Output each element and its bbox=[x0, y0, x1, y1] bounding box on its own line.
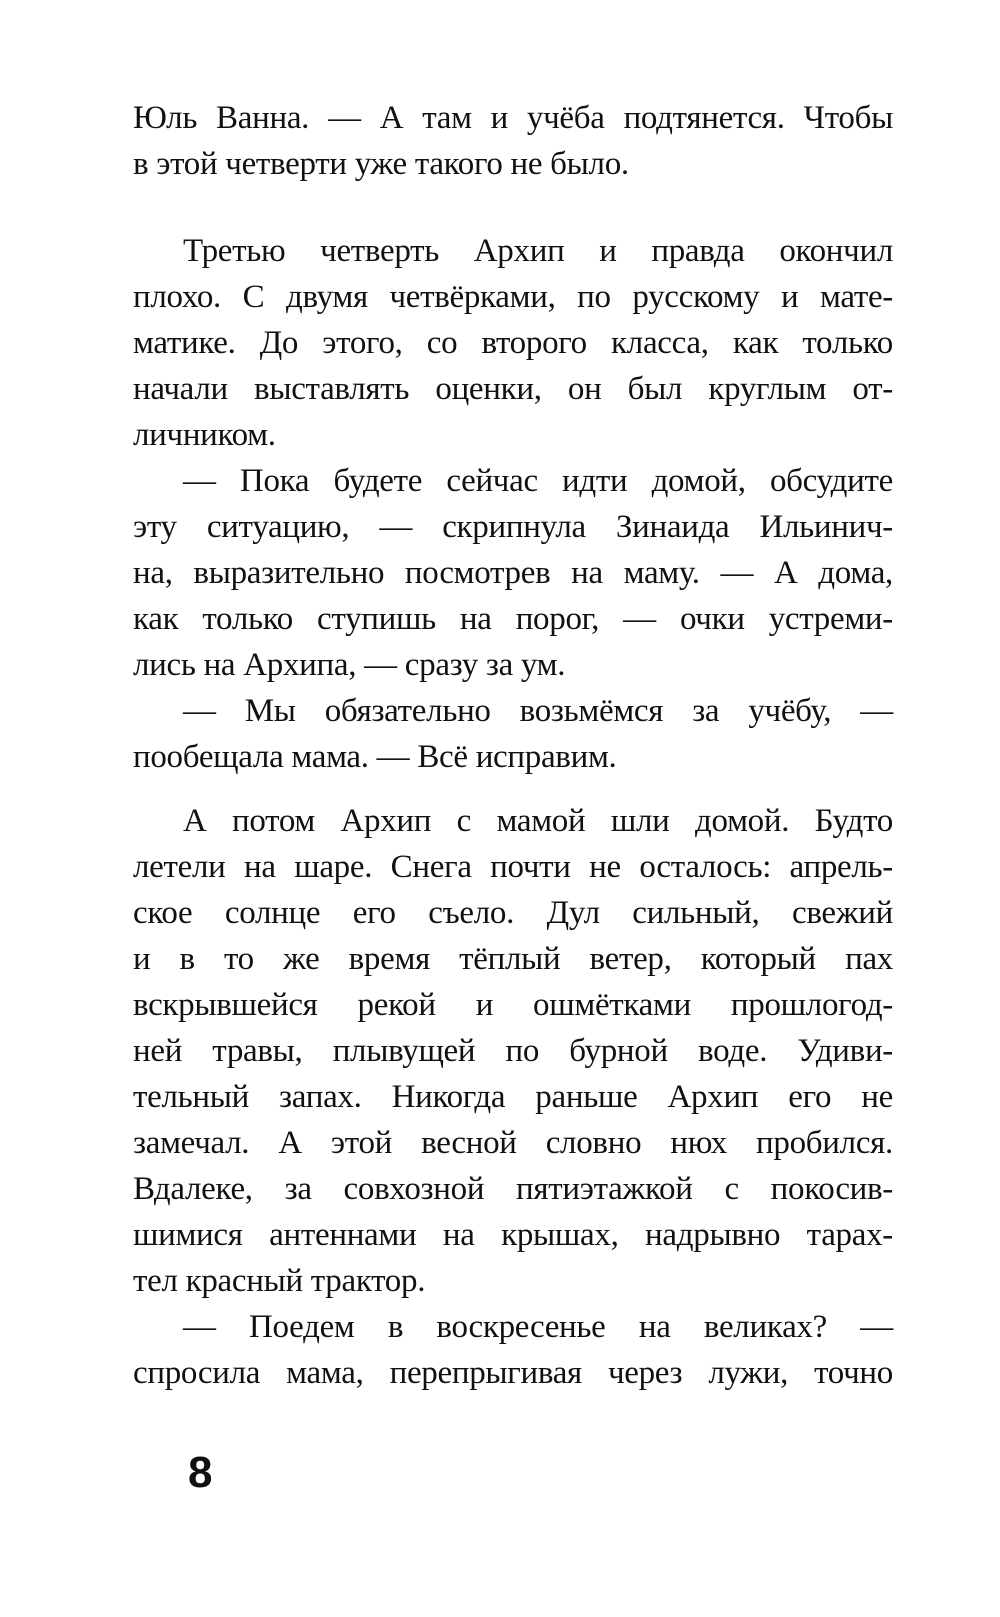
text-line: замечал. А этой весной словно нюх пробился. bbox=[133, 1125, 893, 1161]
text-line: матике. До этого, со второго класса, как только bbox=[133, 325, 893, 361]
text-line: плохо. С двумя четвёрками, по русскому и мате- bbox=[133, 279, 893, 315]
text-line: тел красный трактор. bbox=[133, 1263, 426, 1299]
text-line: — Пока будете сейчас идти домой, обсудите bbox=[183, 463, 893, 499]
text-line: Третью четверть Архип и правда окончил bbox=[183, 233, 893, 269]
text-line: А потом Архип с мамой шли домой. Будто bbox=[183, 803, 893, 839]
text-block-3 bbox=[133, 798, 893, 1396]
text-line: начали выставлять оценки, он был круглым от- bbox=[133, 371, 893, 407]
text-line: как только ступишь на порог, — очки устреми- bbox=[133, 601, 893, 637]
text-line: Вдалеке, за совхозной пятиэтажкой с покосив- bbox=[133, 1171, 893, 1207]
text-block-2 bbox=[133, 228, 893, 780]
text-line: — Поедем в воскресенье на великах? — bbox=[183, 1309, 893, 1345]
text-line: ней травы, плывущей по бурной воде. Удиви- bbox=[133, 1033, 893, 1069]
text-line: шимися антеннами на крышах, надрывно тарах- bbox=[133, 1217, 893, 1253]
text-line: тельный запах. Никогда раньше Архип его не bbox=[133, 1079, 893, 1115]
text-line: — Мы обязательно возьмёмся за учёбу, — bbox=[183, 693, 893, 729]
text-line: ское солнце его съело. Дул сильный, свежий bbox=[133, 895, 893, 931]
text-line: на, выразительно посмотрев на маму. — А дома, bbox=[133, 555, 893, 591]
page-number: 8 bbox=[188, 1448, 213, 1497]
text-line: личником. bbox=[133, 417, 276, 453]
text-line: и в то же время тёплый ветер, который пах bbox=[133, 941, 893, 977]
text-line: в этой четверти уже такого не было. bbox=[133, 146, 629, 182]
text-line: Юль Ванна. — А там и учёба подтянется. Чтобы bbox=[133, 100, 893, 136]
text-line: спросила мама, перепрыгивая через лужи, точно bbox=[133, 1355, 893, 1391]
text-line: лись на Архипа, — сразу за ум. bbox=[133, 647, 566, 683]
text-line: пообещала мама. — Всё исправим. bbox=[133, 739, 617, 775]
text-line: эту ситуацию, — скрипнула Зинаида Ильинич- bbox=[133, 509, 893, 545]
text-line: вскрывшейся рекой и ошмётками прошлогод- bbox=[133, 987, 893, 1023]
text-block-1 bbox=[133, 95, 893, 187]
text-line: летели на шаре. Снега почти не осталось: апрель- bbox=[133, 849, 893, 885]
